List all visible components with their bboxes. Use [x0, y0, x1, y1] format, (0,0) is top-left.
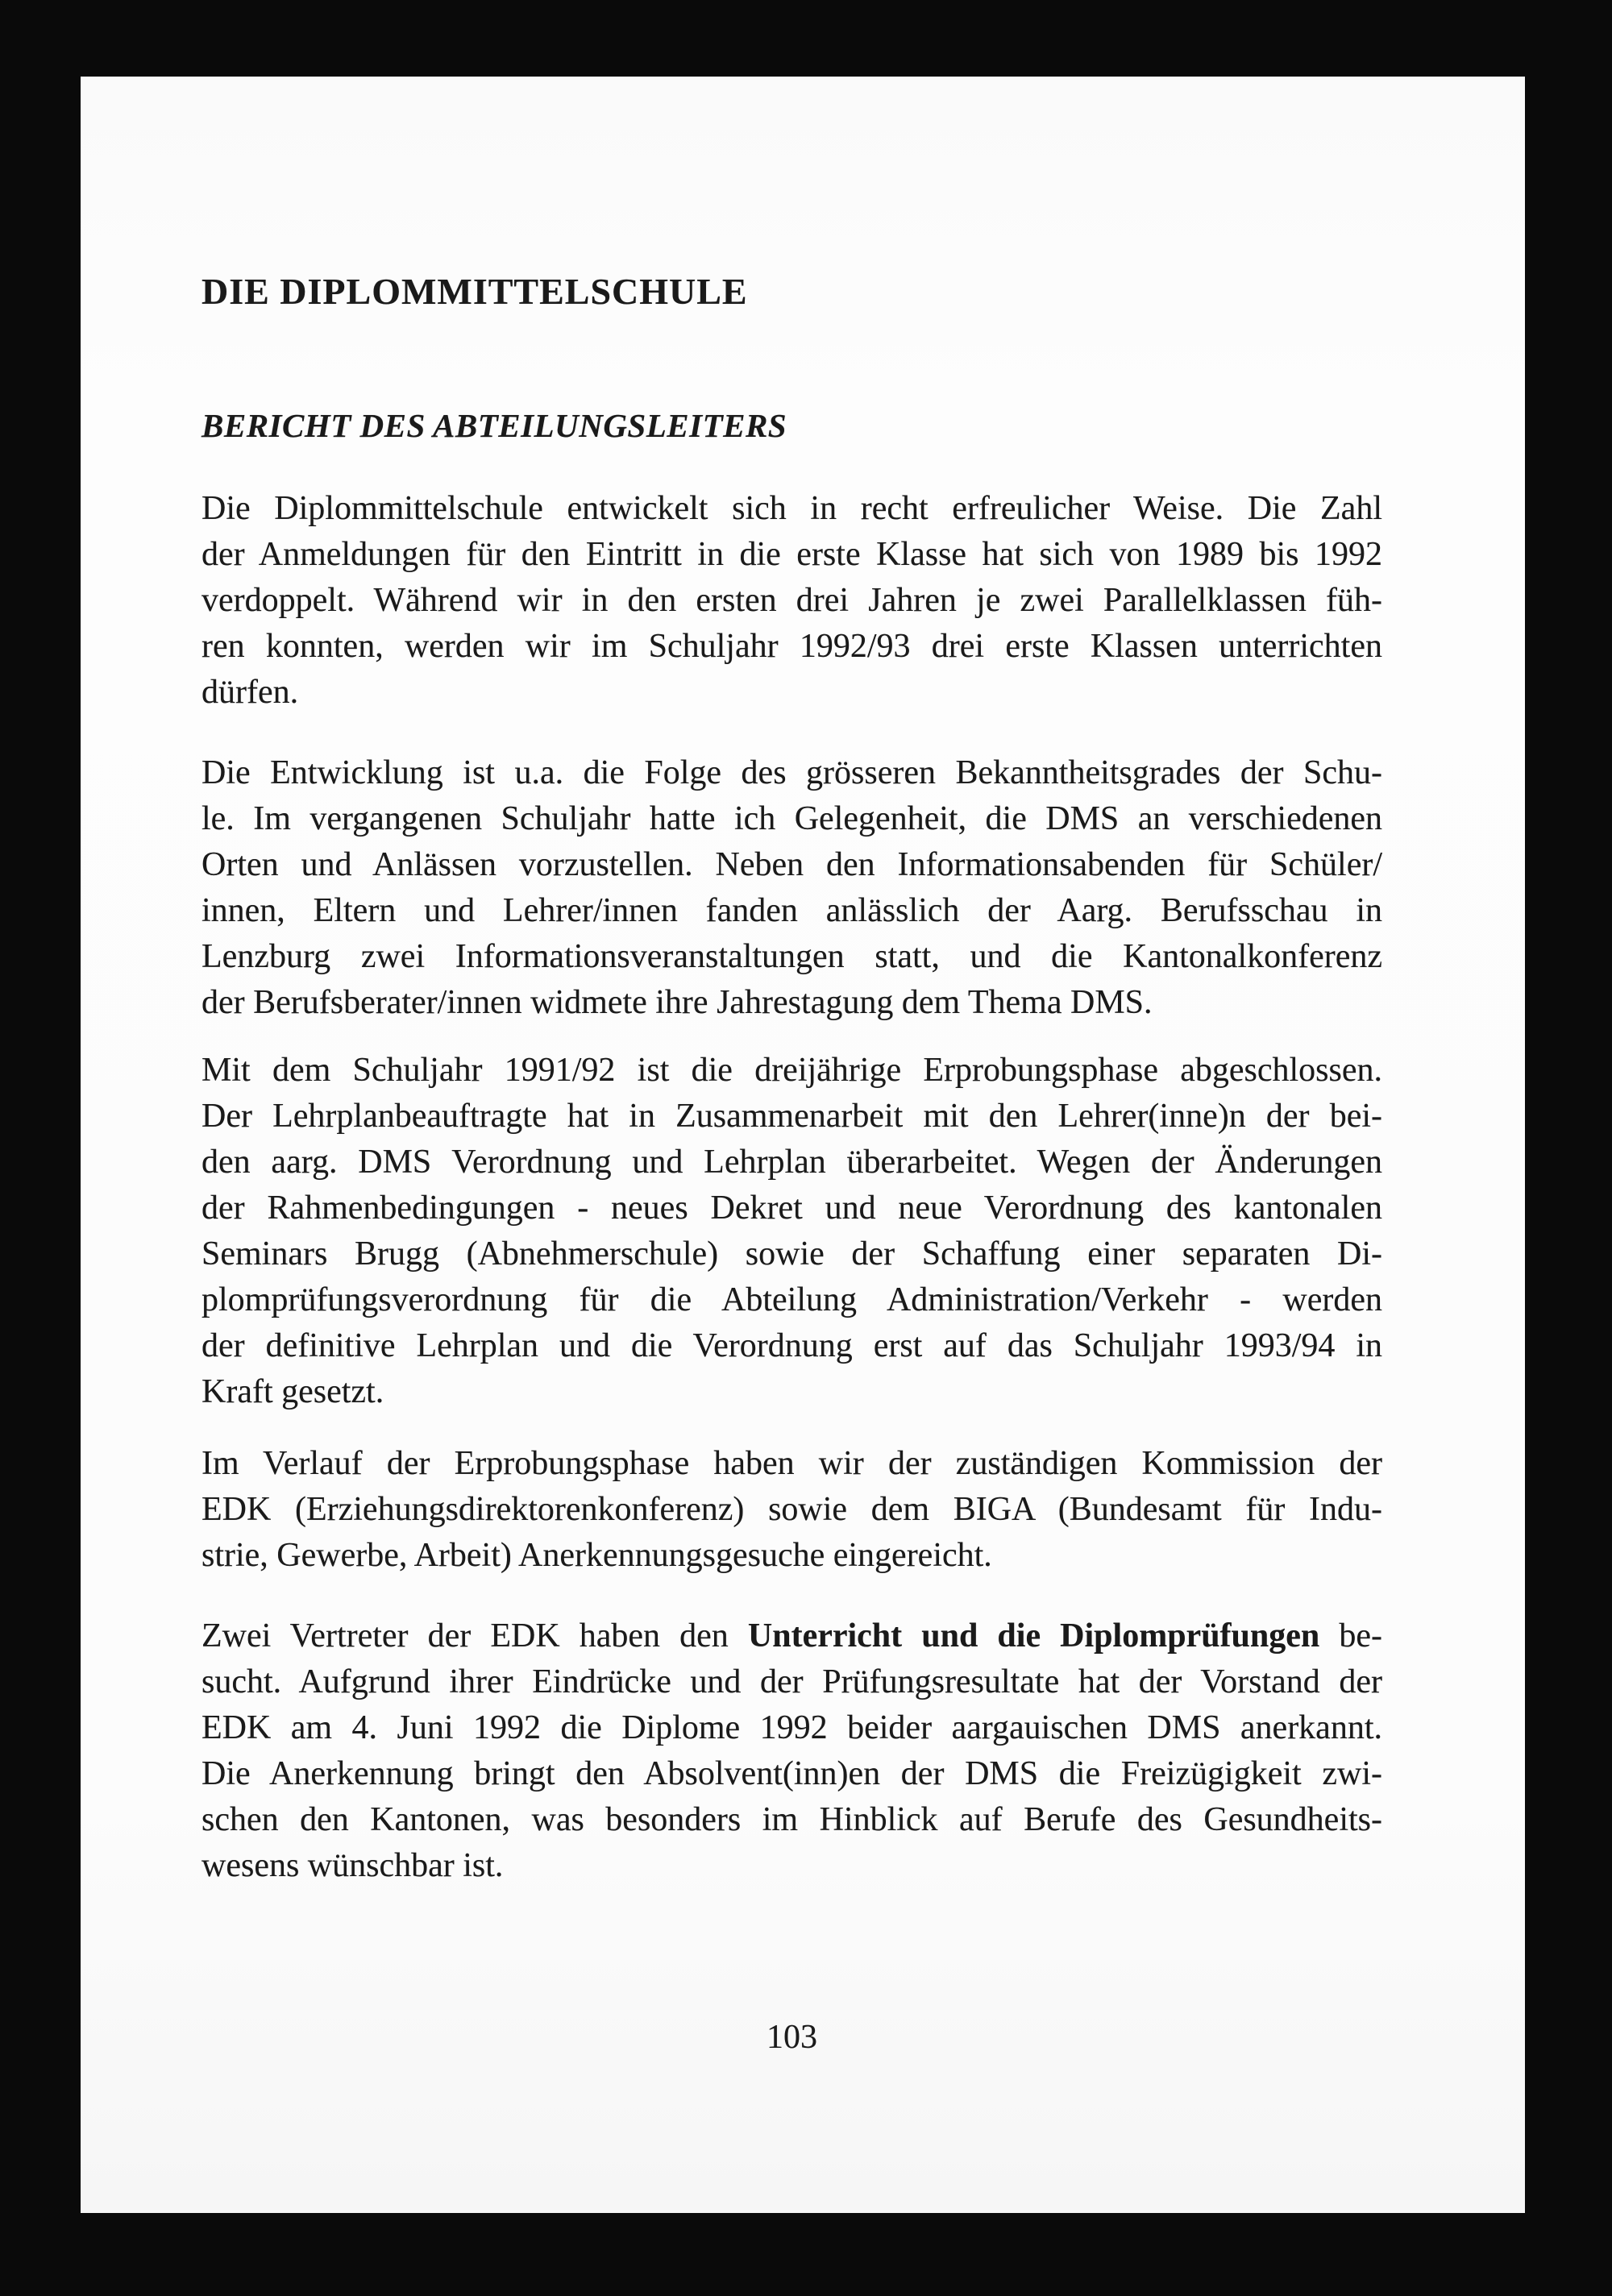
- text-line: EDK (Erziehungsdirektorenkonferenz) sowie dem BIGA (Bundesamt für Indu-: [202, 1491, 1382, 1528]
- document-page: [81, 77, 1525, 2213]
- bold-text-segment: Unterricht und die Diplomprüfungen: [747, 1617, 1320, 1655]
- text-line: der Berufsberater/innen widmete ihre Jahrestagung dem Thema DMS.: [202, 984, 1153, 1021]
- text-line: dürfen.: [202, 674, 299, 711]
- text-line: Kraft gesetzt.: [202, 1373, 384, 1410]
- text-line: Die Diplommittelschule entwickelt sich in recht erfreulicher Weise. Die Zahl: [202, 490, 1382, 527]
- paragraph-4: [202, 1441, 1382, 1579]
- text-line: EDK am 4. Juni 1992 die Diplome 1992 beider aargauischen DMS anerkannt.: [202, 1709, 1382, 1746]
- paragraph-5: [202, 1613, 1382, 1889]
- text-segment: be-: [1319, 1617, 1382, 1655]
- text-line: der definitive Lehrplan und die Verordnung erst auf das Schuljahr 1993/94 in: [202, 1327, 1382, 1364]
- text-line: der Rahmenbedingungen - neues Dekret und neue Verordnung des kantonalen: [202, 1190, 1382, 1227]
- text-line: der Anmeldungen für den Eintritt in die erste Klasse hat sich von 1989 bis 1992: [202, 536, 1382, 573]
- text-line: ren konnten, werden wir im Schuljahr 1992/93 drei erste Klassen unterrichten: [202, 628, 1382, 665]
- text-line: Seminars Brugg (Abnehmerschule) sowie der Schaffung einer separaten Di-: [202, 1235, 1382, 1273]
- text-line: schen den Kantonen, was besonders im Hinblick auf Berufe des Gesundheits-: [202, 1801, 1382, 1838]
- page-number: 103: [767, 2019, 817, 2056]
- text-line: Lenzburg zwei Informationsveranstaltungen statt, und die Kantonalkonferenz: [202, 938, 1382, 975]
- text-line: strie, Gewerbe, Arbeit) Anerkennungsgesuche eingereicht.: [202, 1537, 992, 1574]
- text-line: Der Lehrplanbeauftragte hat in Zusammenarbeit mit den Lehrer(inne)n der bei-: [202, 1098, 1382, 1135]
- section-heading: BERICHT DES ABTEILUNGSLEITERS: [202, 407, 787, 444]
- text-line: [202, 1613, 1382, 1659]
- text-line: le. Im vergangenen Schuljahr hatte ich Gelegenheit, die DMS an verschiedenen: [202, 800, 1382, 837]
- paragraph-2: [202, 750, 1382, 1026]
- text-line: Die Entwicklung ist u.a. die Folge des grösseren Bekanntheitsgrades der Schu-: [202, 754, 1382, 791]
- text-line: innen, Eltern und Lehrer/innen fanden anlässlich der Aarg. Berufsschau in: [202, 892, 1382, 929]
- text-line: plomprüfungsverordnung für die Abteilung Administration/Verkehr - werden: [202, 1281, 1382, 1318]
- paragraph-1: [202, 486, 1382, 716]
- text-line: Die Anerkennung bringt den Absolvent(inn)en der DMS die Freizügigkeit zwi-: [202, 1755, 1382, 1792]
- text-line: Orten und Anlässen vorzustellen. Neben den Informationsabenden für Schüler/: [202, 846, 1382, 883]
- page-title: DIE DIPLOMMITTELSCHULE: [202, 271, 748, 312]
- text-line: verdoppelt. Während wir in den ersten drei Jahren je zwei Parallelklassen füh-: [202, 582, 1382, 619]
- text-line: den aarg. DMS Verordnung und Lehrplan überarbeitet. Wegen der Änderungen: [202, 1144, 1382, 1181]
- text-line: wesens wünschbar ist.: [202, 1847, 504, 1884]
- paragraph-3: [202, 1048, 1382, 1415]
- text-line: Im Verlauf der Erprobungsphase haben wir der zuständigen Kommission der: [202, 1445, 1382, 1482]
- text-segment: Zwei Vertreter der EDK haben den: [202, 1617, 748, 1655]
- text-line: sucht. Aufgrund ihrer Eindrücke und der Prüfungsresultate hat der Vorstand der: [202, 1663, 1382, 1700]
- text-line: Mit dem Schuljahr 1991/92 ist die dreijährige Erprobungsphase abgeschlossen.: [202, 1052, 1382, 1089]
